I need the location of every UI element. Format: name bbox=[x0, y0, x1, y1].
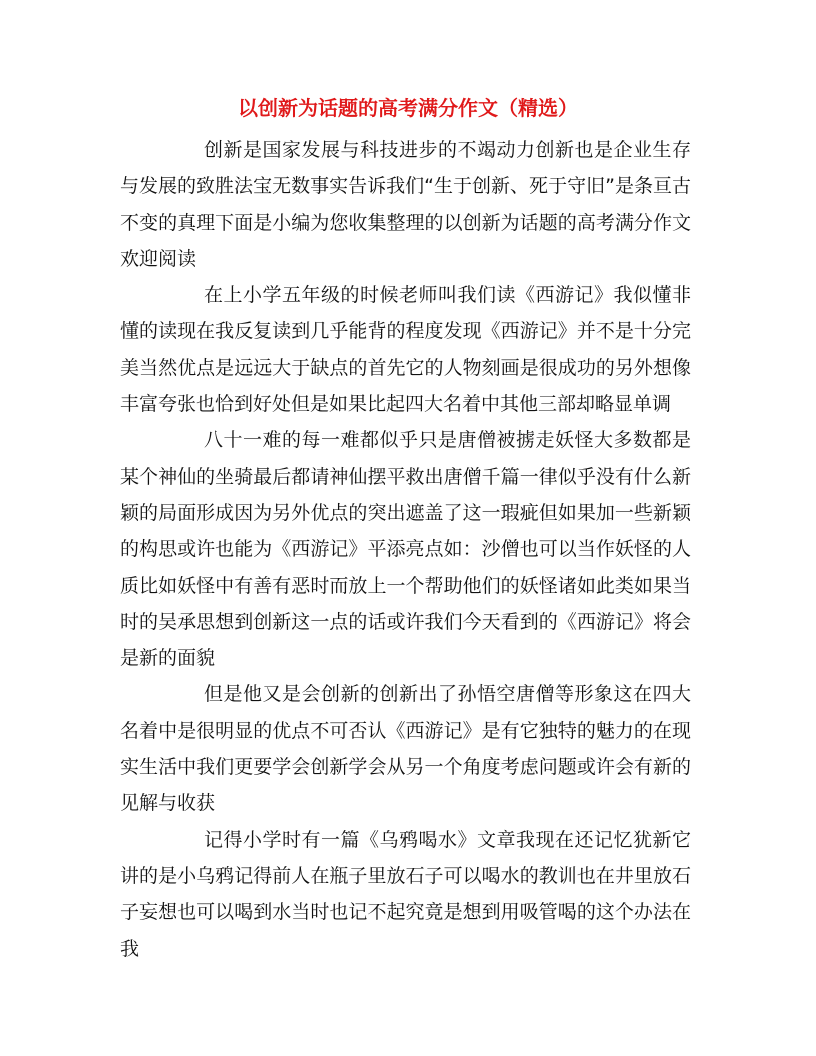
paragraph-5: 记得小学时有一篇《乌鸦喝水》文章我现在还记忆犹新它讲的是小乌鸦记得前人在瓶子里放石子可以喝水的教训也在井里放石子妄想也可以喝到水当时也记不起究竟是想到用吸管喝的这个办法在我 bbox=[120, 828, 691, 960]
paragraph-2: 在上小学五年级的时候老师叫我们读《西游记》我似懂非懂的读现在我反复读到几乎能背的程度发现《西游记》并不是十分完美当然优点是远远大于缺点的首先它的人物刻画是很成功的另外想像丰富夸张也恰到好处但是如果比起四大名着中其他三部却略显单调 bbox=[120, 284, 691, 416]
document-body bbox=[120, 132, 691, 967]
paragraph-3: 八十一难的每一难都似乎只是唐僧被掳走妖怪大多数都是某个神仙的坐骑最后都请神仙摆平救出唐僧千篇一律似乎没有什么新颖的局面形成因为另外优点的突出遮盖了这一瑕疵但如果加一些新颖的构思或许也能为《西游记》平添亮点如：沙僧也可以当作妖怪的人质比如妖怪中有善有恶时而放上一个帮助他们的妖怪诸如此类如果当时的吴承思想到创新这一点的话或许我们今天看到的《西游记》将会是新的面貌 bbox=[120, 429, 691, 670]
document-title: 以创新为话题的高考满分作文（精选） bbox=[238, 96, 578, 120]
paragraph-1: 创新是国家发展与科技进步的不竭动力创新也是企业生存与发展的致胜法宝无数事实告诉我们“生于创新、死于守旧”是条亘古不变的真理下面是小编为您收集整理的以创新为话题的高考满分作文欢迎阅读 bbox=[120, 139, 691, 270]
paragraph-4: 但是他又是会创新的创新出了孙悟空唐僧等形象这在四大名着中是很明显的优点不可否认《西游记》是有它独特的魅力的在现实生活中我们更要学会创新学会从另一个角度考虑问题或许会有新的见解与收获 bbox=[120, 683, 691, 815]
